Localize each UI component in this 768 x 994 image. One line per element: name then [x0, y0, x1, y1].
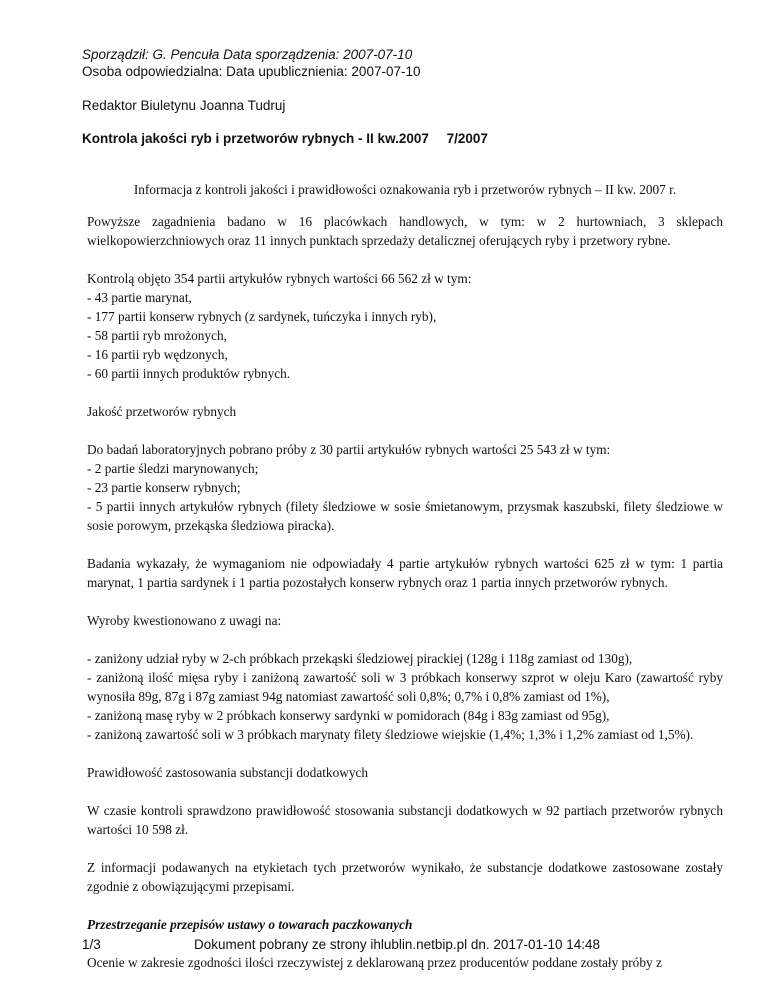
document-body [87, 180, 723, 972]
results-paragraph: Badania wykazały, że wymaganiom nie odpowiadały 4 partie artykułów rybnych wartości 625 zł w tym: 1 partia marynat, 1 partia sardynek i 1 partia pozostałych konserw rybnych oraz 1 partia innych przetworów rybnych. [87, 556, 723, 590]
list-item: - 177 partii konserw rybnych (z sardynek, tuńczyka i innych ryb), [87, 309, 437, 324]
list-item: - 2 partie śledzi marynowanych; [87, 461, 259, 476]
additives-paragraph: W czasie kontroli sprawdzono prawidłowość stosowania substancji dodatkowych w 92 partiach przetworów rybnych wartości 10 598 zł. [87, 803, 723, 837]
list-item: - 5 partii innych artykułów rybnych (filety śledziowe w sosie śmietanowym, przysmak kaszubski, filety śledziowe w sosie porowym, przekąska śledziowa piracka). [87, 499, 723, 533]
packaged-paragraph: Ocenie w zakresie zgodności ilości rzeczywistej z deklarowaną przez producentów poddane zostały próby z [87, 955, 662, 970]
list-item: - zaniżoną masę ryby w 2 próbkach konserwy sardynki w pomidorach (84g i 83g zamiast od 95g), [87, 708, 610, 723]
document-number: 7/2007 [446, 131, 488, 146]
lab-lead: Do badań laboratoryjnych pobrano próby z 30 partii artykułów rybnych wartości 25 543 zł w tym: [87, 442, 611, 457]
list-item: - 60 partii innych produktów rybnych. [87, 366, 291, 381]
questioned-lead: Wyroby kwestionowano z uwagi na: [87, 613, 282, 628]
prepared-by-line: Sporządził: G. Pencuła Data sporządzenia: 2007-07-10 [82, 47, 413, 62]
document-title [82, 130, 488, 147]
labels-paragraph: Z informacji podawanych na etykietach tych przetworów wynikało, że substancje dodatkowe zastosowane zostały zgodnie z obowiązującymi przepisami. [87, 860, 723, 894]
list-item: - 23 partie konserw rybnych; [87, 480, 241, 495]
responsible-person-line: Osoba odpowiedzialna: Data upublicznienia: 2007-07-10 [82, 64, 421, 79]
intro-paragraph: Informacja z kontroli jakości i prawidłowości oznakowania ryb i przetworów rybnych – II kw. 2007 r. [133, 182, 677, 197]
section-heading-packaged: Przestrzeganie przepisów ustawy o towarach paczkowanych [87, 917, 413, 932]
document-title-text: Kontrola jakości ryb i przetworów rybnych - II kw.2007 [82, 131, 429, 146]
list-item: - 16 partii ryb wędzonych, [87, 347, 228, 362]
page-number: 1/3 [82, 937, 101, 952]
section-heading-quality: Jakość przetworów rybnych [87, 404, 237, 419]
list-item: - 58 partii ryb mrożonych, [87, 328, 227, 343]
paragraph-scope-stores: Powyższe zagadnienia badano w 16 placówkach handlowych, w tym: w 2 hurtowniach, 3 sklepach wielkopowierzchniowych oraz 11 innych punktach sprzedaży detalicznej oferujących ryby i przetwory rybne. [87, 214, 723, 248]
section-heading-additives: Prawidłowość zastosowania substancji dodatkowych [87, 765, 369, 780]
list-item: - zaniżoną ilość mięsa ryby i zaniżoną zawartość soli w 3 próbkach konserwy szprot w oleju Karo (zawartość ryby wynosiła 89g, 87g i 87g zamiast 94g natomiast zawartość soli 0,8%; 0,7% i 0,8% zamiast od 1%), [87, 670, 723, 704]
scope-lead: Kontrolą objęto 354 partii artykułów rybnych wartości 66 562 zł w tym: [87, 271, 472, 286]
download-source-note: Dokument pobrany ze strony ihlublin.netbip.pl dn. 2017-01-10 14:48 [194, 937, 601, 952]
editor-line: Redaktor Biuletynu Joanna Tudruj [82, 98, 286, 113]
list-item: - 43 partie marynat, [87, 290, 192, 305]
list-item: - zaniżoną zawartość soli w 3 próbkach marynaty filety śledziowe wiejskie (1,4%; 1,3% i 1,2% zamiast od 1,5%). [87, 727, 694, 742]
list-item: - zaniżony udział ryby w 2-ch próbkach przekąski śledziowej pirackiej (128g i 118g zamiast od 130g), [87, 651, 633, 666]
